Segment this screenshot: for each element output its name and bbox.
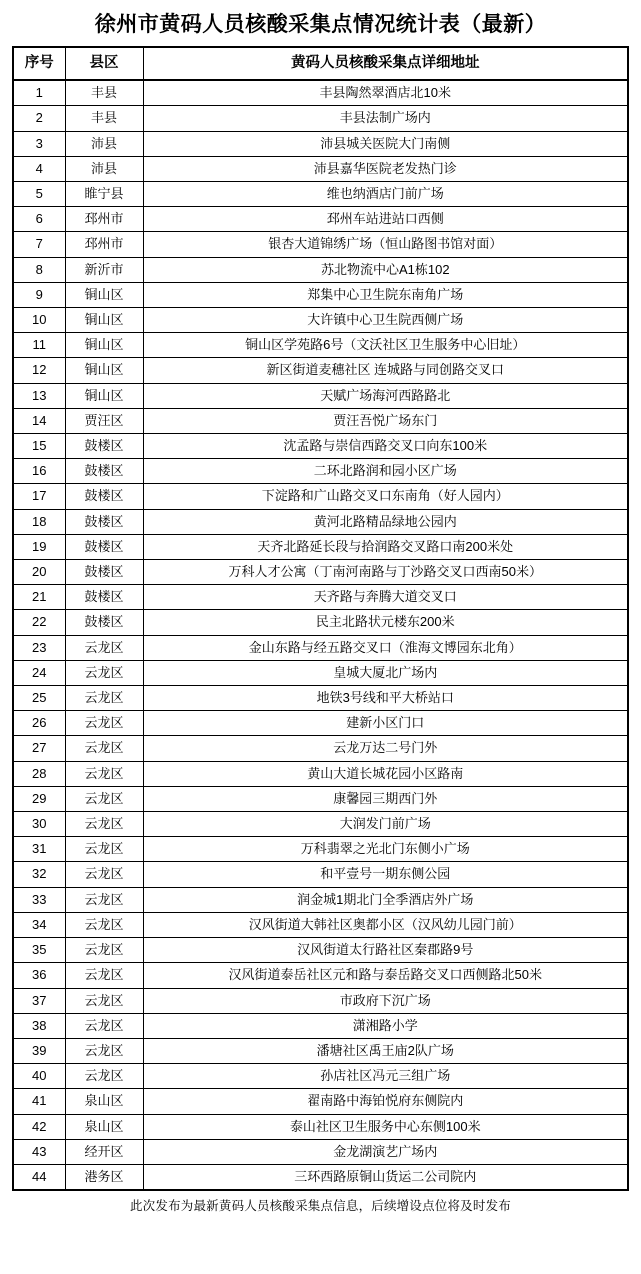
table-row [13,106,628,131]
cell-index: 27 [13,736,65,761]
cell-index: 16 [13,459,65,484]
cell-district: 鼓楼区 [65,459,143,484]
table-row [13,736,628,761]
table-row [13,131,628,156]
cell-index: 29 [13,786,65,811]
cell-index: 9 [13,282,65,307]
cell-district: 云龙区 [65,786,143,811]
cell-index: 38 [13,1013,65,1038]
cell-district: 云龙区 [65,711,143,736]
cell-index: 20 [13,560,65,585]
cell-address: 三环西路原铜山货运二公司院内 [143,1164,628,1190]
table-row [13,686,628,711]
cell-index: 23 [13,635,65,660]
cell-district: 铜山区 [65,308,143,333]
cell-address: 民主北路状元楼东200米 [143,610,628,635]
cell-district: 铜山区 [65,282,143,307]
cell-address: 万科人才公寓（丁南河南路与丁沙路交叉口西南50米） [143,560,628,585]
cell-address: 汉风街道大韩社区奥都小区（汉风幼儿园门前） [143,912,628,937]
cell-district: 铜山区 [65,333,143,358]
cell-index: 17 [13,484,65,509]
cell-index: 3 [13,131,65,156]
cell-district: 丰县 [65,106,143,131]
cell-address: 贾汪吾悦广场东门 [143,408,628,433]
table-row [13,1064,628,1089]
cell-district: 丰县 [65,80,143,106]
cell-index: 34 [13,912,65,937]
table-row [13,434,628,459]
table-row [13,660,628,685]
cell-address: 银杏大道锦绣广场（恒山路图书馆对面） [143,232,628,257]
table-row [13,1013,628,1038]
cell-address: 建新小区门口 [143,711,628,736]
table-row [13,308,628,333]
table-row [13,80,628,106]
cell-index: 21 [13,585,65,610]
cell-district: 鼓楼区 [65,534,143,559]
cell-index: 25 [13,686,65,711]
table-row [13,534,628,559]
cell-index: 8 [13,257,65,282]
cell-district: 云龙区 [65,988,143,1013]
cell-index: 28 [13,761,65,786]
table-row [13,232,628,257]
cell-address: 下淀路和广山路交叉口东南角（好人园内） [143,484,628,509]
cell-district: 云龙区 [65,736,143,761]
cell-address: 潇湘路小学 [143,1013,628,1038]
cell-index: 37 [13,988,65,1013]
cell-address: 二环北路润和园小区广场 [143,459,628,484]
cell-address: 潘塘社区禹王庙2队广场 [143,1038,628,1063]
table-row [13,1038,628,1063]
table-row [13,560,628,585]
cell-address: 云龙万达二号门外 [143,736,628,761]
cell-address: 地铁3号线和平大桥站口 [143,686,628,711]
cell-district: 云龙区 [65,887,143,912]
table-row [13,1114,628,1139]
cell-index: 6 [13,207,65,232]
cell-index: 33 [13,887,65,912]
cell-address: 万科翡翠之光北门东侧小广场 [143,837,628,862]
cell-address: 邳州车站进站口西侧 [143,207,628,232]
table-row [13,711,628,736]
cell-index: 31 [13,837,65,862]
cell-address: 金龙湖演艺广场内 [143,1139,628,1164]
table-row [13,333,628,358]
table-row [13,887,628,912]
table-header [13,47,628,80]
cell-district: 云龙区 [65,761,143,786]
table-row [13,1089,628,1114]
table-row [13,509,628,534]
cell-district: 新沂市 [65,257,143,282]
cell-address: 天赋广场海河西路路北 [143,383,628,408]
cell-address: 汉风街道泰岳社区元和路与泰岳路交叉口西侧路北50米 [143,963,628,988]
table-row [13,938,628,963]
cell-index: 14 [13,408,65,433]
cell-district: 云龙区 [65,1064,143,1089]
cell-district: 沛县 [65,131,143,156]
cell-index: 5 [13,182,65,207]
cell-district: 港务区 [65,1164,143,1190]
cell-index: 42 [13,1114,65,1139]
table-row [13,585,628,610]
cell-district: 云龙区 [65,1038,143,1063]
cell-index: 36 [13,963,65,988]
cell-index: 44 [13,1164,65,1190]
cell-district: 云龙区 [65,660,143,685]
cell-index: 26 [13,711,65,736]
cell-index: 2 [13,106,65,131]
cell-address: 康馨园三期西门外 [143,786,628,811]
cell-district: 沛县 [65,156,143,181]
table-row [13,182,628,207]
cell-address: 维也纳酒店门前广场 [143,182,628,207]
table-row [13,484,628,509]
cell-index: 35 [13,938,65,963]
table-row [13,635,628,660]
cell-district: 云龙区 [65,938,143,963]
cell-district: 鼓楼区 [65,585,143,610]
cell-address: 大润发门前广场 [143,812,628,837]
table-row [13,862,628,887]
table-row [13,156,628,181]
cell-address: 沛县嘉华医院老发热门诊 [143,156,628,181]
cell-index: 4 [13,156,65,181]
cell-index: 11 [13,333,65,358]
cell-index: 15 [13,434,65,459]
cell-address: 天齐路与奔腾大道交叉口 [143,585,628,610]
cell-district: 云龙区 [65,686,143,711]
table-row [13,257,628,282]
cell-index: 24 [13,660,65,685]
table-row [13,207,628,232]
cell-address: 泰山社区卫生服务中心东侧100米 [143,1114,628,1139]
table-row [13,1139,628,1164]
cell-index: 32 [13,862,65,887]
cell-index: 7 [13,232,65,257]
cell-address: 新区街道麦穗社区 连城路与同创路交叉口 [143,358,628,383]
cell-address: 黄山大道长城花园小区路南 [143,761,628,786]
cell-district: 鼓楼区 [65,560,143,585]
table-row [13,812,628,837]
cell-district: 睢宁县 [65,182,143,207]
table-body [13,80,628,1190]
cell-district: 鼓楼区 [65,610,143,635]
page-title: 徐州市黄码人员核酸采集点情况统计表（最新） [94,13,547,36]
table-row [13,912,628,937]
table-row [13,988,628,1013]
cell-index: 1 [13,80,65,106]
table-row [13,383,628,408]
cell-district: 云龙区 [65,837,143,862]
cell-district: 云龙区 [65,812,143,837]
table-row [13,408,628,433]
table-row [13,358,628,383]
cell-district: 鼓楼区 [65,484,143,509]
table-header-row [13,47,628,80]
cell-district: 鼓楼区 [65,434,143,459]
cell-district: 铜山区 [65,358,143,383]
cell-address: 皇城大厦北广场内 [143,660,628,685]
cell-district: 邳州市 [65,207,143,232]
table-row [13,837,628,862]
table-row [13,963,628,988]
cell-index: 40 [13,1064,65,1089]
cell-address: 铜山区学苑路6号（文沃社区卫生服务中心旧址） [143,333,628,358]
cell-index: 22 [13,610,65,635]
cell-address: 汉风街道太行路社区秦郡路9号 [143,938,628,963]
cell-district: 泉山区 [65,1114,143,1139]
cell-address: 和平壹号一期东侧公园 [143,862,628,887]
cell-index: 30 [13,812,65,837]
table-row [13,786,628,811]
cell-address: 大许镇中心卫生院西侧广场 [143,308,628,333]
cell-district: 铜山区 [65,383,143,408]
cell-address: 丰县法制广场内 [143,106,628,131]
column-header-district: 县区 [65,47,143,80]
cell-address: 郑集中心卫生院东南角广场 [143,282,628,307]
cell-address: 翟南路中海铂悦府东侧院内 [143,1089,628,1114]
cell-district: 云龙区 [65,963,143,988]
cell-index: 43 [13,1139,65,1164]
cell-district: 贾汪区 [65,408,143,433]
cell-index: 10 [13,308,65,333]
cell-address: 黄河北路精品绿地公园内 [143,509,628,534]
cell-district: 云龙区 [65,635,143,660]
cell-address: 丰县陶然翠酒店北10米 [143,80,628,106]
cell-index: 39 [13,1038,65,1063]
cell-index: 13 [13,383,65,408]
cell-district: 邳州市 [65,232,143,257]
cell-index: 18 [13,509,65,534]
table-row [13,459,628,484]
table-row [13,610,628,635]
cell-address: 孙店社区冯元三组广场 [143,1064,628,1089]
cell-district: 鼓楼区 [65,509,143,534]
column-header-address: 黄码人员核酸采集点详细地址 [143,47,628,80]
cell-address: 天齐北路延长段与拾润路交叉路口南200米处 [143,534,628,559]
cell-index: 12 [13,358,65,383]
table-row [13,282,628,307]
cell-address: 润金城1期北门全季酒店外广场 [143,887,628,912]
cell-district: 云龙区 [65,862,143,887]
cell-address: 苏北物流中心A1栋102 [143,257,628,282]
table-row [13,1164,628,1190]
cell-index: 19 [13,534,65,559]
cell-district: 泉山区 [65,1089,143,1114]
table-row [13,761,628,786]
cell-address: 沛县城关医院大门南侧 [143,131,628,156]
collection-points-table [12,46,629,1191]
column-header-index: 序号 [13,47,65,80]
cell-district: 云龙区 [65,912,143,937]
cell-address: 市政府下沉广场 [143,988,628,1013]
cell-address: 沈孟路与崇信西路交叉口向东100米 [143,434,628,459]
cell-district: 经开区 [65,1139,143,1164]
cell-index: 41 [13,1089,65,1114]
footnote: 此次发布为最新黄码人员核酸采集点信息，后续增设点位将及时发布 [129,1199,511,1214]
cell-address: 金山东路与经五路交叉口（淮海文博园东北角） [143,635,628,660]
cell-district: 云龙区 [65,1013,143,1038]
